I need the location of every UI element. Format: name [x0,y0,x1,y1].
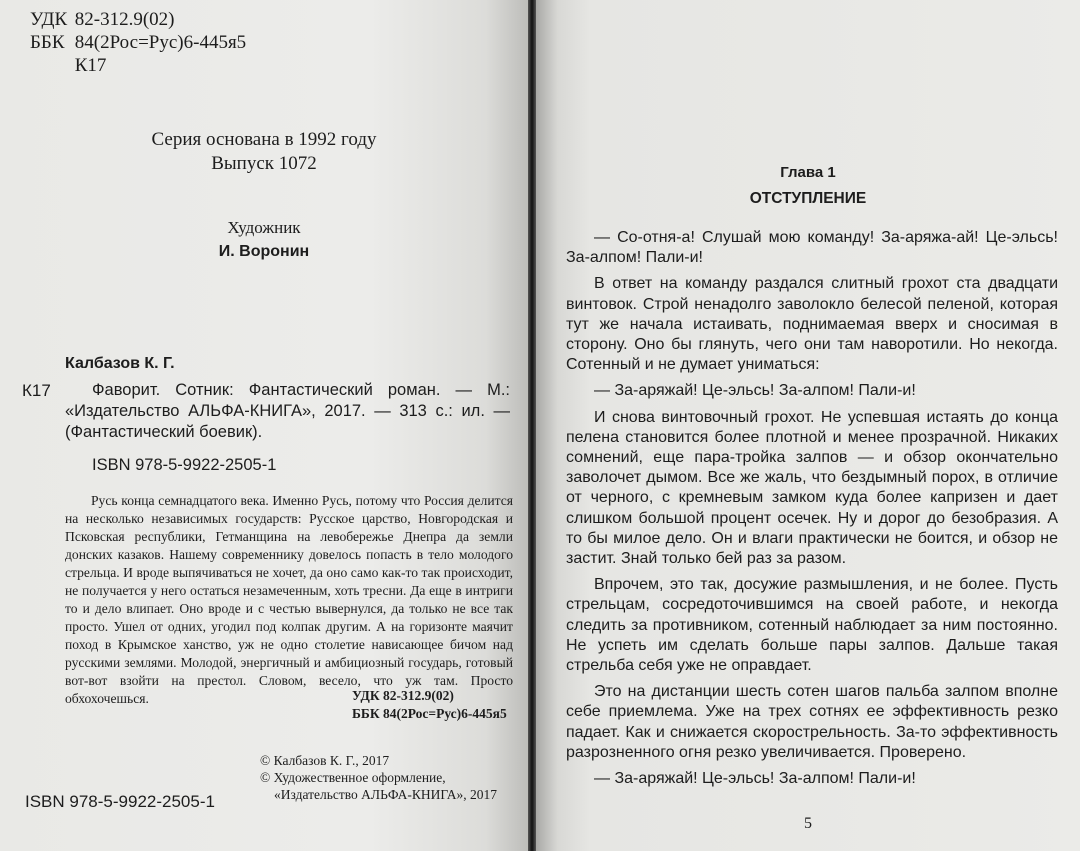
isbn-main: ISBN 978-5-9922-2505-1 [92,456,277,474]
artist-label: Художник [227,218,301,237]
paragraph: — За-аряжай! Це-эльсь! За-алпом! Пали-и! [594,770,916,788]
chapter-heading [536,160,1080,212]
side-code: К17 [22,381,51,400]
chapter-body [566,228,1058,795]
paragraph: Это на дистанции шесть сотен шагов пальба залпом вполне себе приемлема. Уже на трех сотнях ее эффективность резко падает. Как и снижается скорострельность. За-то эффективность разрозненного огня резко увеличивается. Проверено. [566,683,1058,761]
udk-bottom: УДК 82-312.9(02) [352,688,454,703]
annotation: Русь конца семнадцатого века. Именно Русь, потому что Россия делится на несколько независимых государств: Русское царство, Новгородская и Псковская республики, Гетманщина на левобережье Днепра да земли донских казаков. Нашему современнику довелось попасть в тело молодого стрельца. И вроде выпячиваться не хочет, да оно само как-то так происходит, не получается у него остаться незамеченным, хоть тресни. Да еще в интриги то и дело влипает. Оно вроде и с честью вывернулся, да только не все так просто. Ушел от одних, угодил под колпак другим. А на горизонте маячит поход в Крымское ханство, уж не одно столетие нависающее бичом над русскими землями. Молодой, энергичный и амбициозный государь, готовый вот-вот взойти на престол. Словом, весело, что уж там. Просто обхохочешься. [65,493,513,706]
udk-label: УДК [30,9,68,30]
page-number: 5 [804,815,812,832]
left-page [0,0,528,851]
bbk-row [30,31,246,54]
artist-block [0,216,528,264]
chapter-label: Глава 1 [780,164,836,181]
bbk-label: ББК [30,32,65,53]
udk-row [30,8,246,31]
right-page [536,0,1080,851]
paragraph: В ответ на команду раздался слитный грохот ста двадцати винтовок. Строй ненадолго заволокло белесой пеленой, которая тут же начала истаивать, поднимаемая вверх и сносимая в сторону. Оно бы глянуть, чего они там наворотили. Но некогда. Сотенный и не думает униматься: [566,275,1058,374]
artist-name: И. Воронин [218,243,310,260]
copyright-design: © Художественное оформление, [260,770,446,785]
paragraph: — За-аряжай! Це-эльсь! За-алпом! Пали-и! [594,382,916,400]
author-name: Калбазов К. Г. [65,355,175,372]
paragraph: Впрочем, это так, досужие размышления, и не более. Пусть стрельцам, сосредоточившимся на своей работе, и некогда следить за противником, сотенный наблюдает за ним постоянно. Не успеть им сделать больше пары залпов. Дальше такая стрельба себя уже не оправдает. [566,576,1058,675]
chapter-title: ОТСТУПЛЕНИЕ [749,190,867,207]
copyright-publisher: «Издательство АЛЬФА-КНИГА», 2017 [274,787,497,802]
bbk-bottom: ББК 84(2Рос=Рус)6-445я5 [352,706,507,721]
series-issue: Выпуск 1072 [211,153,317,174]
copyright-block [260,752,497,803]
isbn-bottom: ISBN 978-5-9922-2505-1 [25,792,215,811]
udk-value: 82-312.9(02) [74,9,175,30]
classification-bottom [352,687,507,723]
copyright-author: © Калбазов К. Г., 2017 [260,753,390,768]
series-founded: Серия основана в 1992 году [151,129,377,150]
series-info [0,128,528,176]
author-code: К17 [74,55,107,76]
bbk-value: 84(2Рос=Рус)6-445я5 [74,32,247,53]
bibliographic-description: Фаворит. Сотник: Фантастический роман. — М.: «Издательство АЛЬФА-КНИГА», 2017. — 313 с.: ил. — (Фантастический боевик). [65,381,510,441]
paragraph: — Со-отня-а! Слушай мою команду! За-аряжа-ай! Це-эльсь! За-алпом! Пали-и! [566,229,1058,267]
book-gutter [528,0,536,851]
classification-block [30,8,246,77]
paragraph: И снова винтовочный грохот. Не успевшая истаять до конца пелена становится более плотной и менее прозрачной. Никаких сомнений, еще пара-тройка залпов — и обзор окончательно заволочет дымом. Все же жаль, что бездымный порох, в отличие от черного, с кремневым замком куда более капризен и дает слишком большой процент осечек. Ну и дорог до безобразия. А то бы милое дело. Он и влаги практически не боится, и обзор не застит. Знай только бей раз за разом. [566,408,1058,568]
author-code-row [30,54,246,77]
